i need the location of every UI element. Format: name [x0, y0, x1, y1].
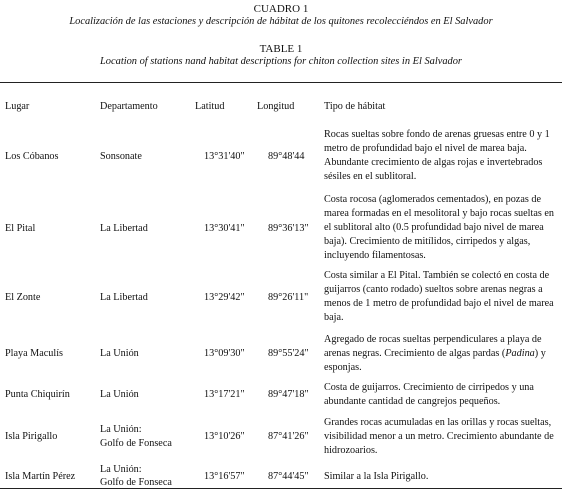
desc-text: Agregado de rocas sueltas perpendiculares a playa de arenas negras. Crecimiento de algas pardas ( — [324, 334, 542, 359]
cuadro-label: CUADRO 1 — [253, 3, 309, 15]
table-label: TABLE 1 — [259, 43, 303, 55]
header-lugar: Lugar — [5, 101, 30, 112]
cell-departamento: Sonsonate — [100, 151, 142, 162]
cell-departamento: La Libertad — [100, 223, 148, 234]
header-latitud: Latitud — [195, 101, 225, 112]
table-top-rule — [0, 82, 562, 83]
cell-departamento-line2: Golfo de Fonseca — [100, 477, 172, 488]
cell-latitud: 13°30'41" — [204, 223, 245, 234]
cell-lugar: Isla Pirigallo — [5, 431, 58, 442]
cell-latitud: 13°31'40" — [204, 151, 245, 162]
header-longitud: Longitud — [257, 101, 295, 112]
cell-lugar: Playa Maculís — [5, 348, 64, 359]
cell-longitud: 87°44'45" — [268, 471, 309, 482]
cell-longitud: 89°26'11" — [268, 292, 309, 303]
cell-lugar: Isla Martín Pérez — [5, 471, 76, 482]
cell-lugar: Punta Chiquirín — [5, 389, 70, 400]
cell-longitud: 89°48'44 — [268, 151, 305, 162]
cell-descripcion: Costa rocosa (aglomerados cementados), en pozas de marea formadas en el mesolitoral y bajo rocas sueltas en el sublitoral alto (0.5 profundidad bajo nivel de marea baja). Crecimiento de mitílidos, cirripedos y algas, incluyendo filamentosas. — [324, 194, 554, 261]
cell-descripcion: Similar a la Isla Pirigallo. — [324, 471, 429, 482]
cell-lugar: Los Cóbanos — [5, 151, 59, 162]
cell-longitud: 89°36'13" — [268, 223, 309, 234]
cell-departamento-line2: Golfo de Fonseca — [100, 438, 172, 449]
table-bottom-rule — [0, 488, 562, 489]
cell-latitud: 13°16'57" — [204, 471, 245, 482]
cell-lugar: El Zonte — [5, 292, 41, 303]
cell-latitud: 13°10'26" — [204, 431, 245, 442]
cell-descripcion: Rocas sueltas sobre fondo de arenas gruesas entre 0 y 1 metro de profundidad bajo el nivel de marea baja. Abundante crecimiento de algas rojas e invertebrados sésiles en el sublitoral. — [324, 129, 550, 182]
cell-departamento: La Unión — [100, 348, 139, 359]
cell-departamento: La Unión — [100, 389, 139, 400]
header-tipo-habitat: Tipo de hábitat — [324, 101, 386, 112]
table-title: Location of stations nand habitat descriptions for chiton collection sites in El Salvador — [100, 56, 462, 67]
cell-descripcion — [324, 333, 556, 375]
cell-latitud: 13°29'42" — [204, 292, 245, 303]
cell-longitud: 87°41'26" — [268, 431, 309, 442]
cell-descripcion: Costa similar a El Pital. También se colectó en costa de guijarros (canto rodado) sueltos sobre arenas negras a menos de 1 metro de profundidad bajo el nivel de marea baja. — [324, 270, 554, 323]
cell-descripcion: Costa de guijarros. Crecimiento de cirripedos y una abundante cantidad de cangrejos pequeños. — [324, 382, 534, 407]
header-departamento: Departamento — [100, 101, 158, 112]
cell-latitud: 13°17'21" — [204, 389, 245, 400]
cell-departamento-line1: La Unión: — [100, 424, 142, 435]
desc-italic-genus: Padina — [505, 348, 535, 359]
cell-longitud: 89°47'18" — [268, 389, 309, 400]
cell-departamento-line1: La Unión: — [100, 464, 142, 475]
cell-latitud: 13°09'30" — [204, 348, 245, 359]
cell-lugar: El Pital — [5, 223, 36, 234]
cuadro-title: Localización de las estaciones y descripción de hábitat de los quitones recolecciéndos en El Salvador — [69, 16, 493, 27]
cell-departamento: La Libertad — [100, 292, 148, 303]
desc-text: ) y esponjas. — [324, 348, 546, 373]
cell-descripcion: Grandes rocas acumuladas en las orillas y rocas sueltas, visibilidad menor a un metro. Crecimiento abundante de hidrozoarios. — [324, 417, 554, 456]
cell-longitud: 89°55'24" — [268, 348, 309, 359]
